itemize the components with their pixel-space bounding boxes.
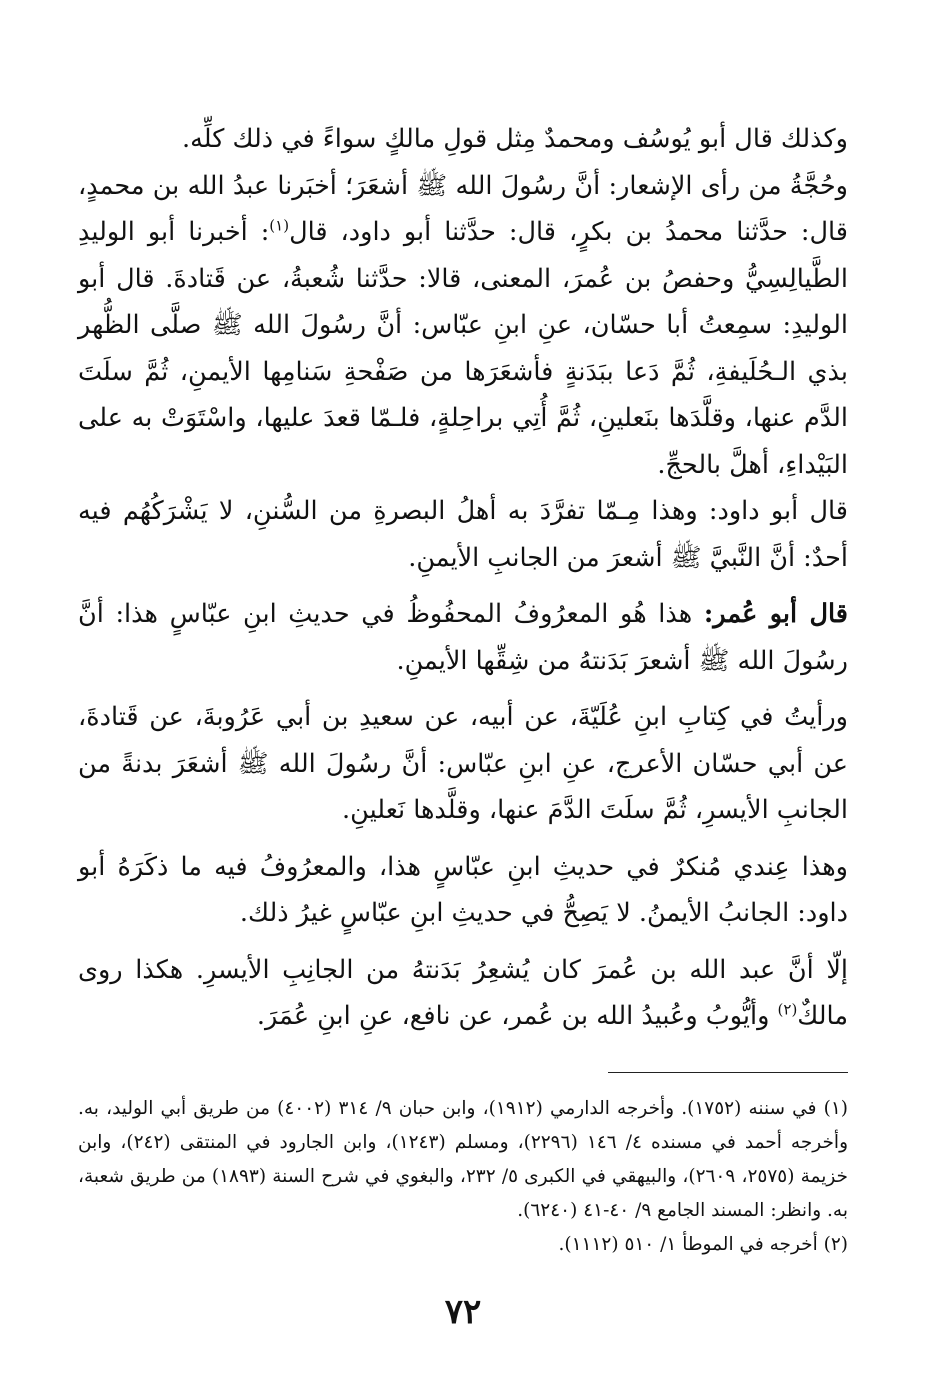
paragraph-5-text: ورأيتُ في كِتابِ ابنِ عُلَيّةَ، عن أبيه، عن سعيدِ بن أبي عَرُوبةَ، عن قَتادةَ، عن أبي حسّان الأعرج، عنِ ابنِ عبّاس: أنَّ رسُولَ الله ﷺ أشعَرَ بدنةً من الجانبِ الأيسرِ، ثُمَّ سلَتَ الدَّمَ عنها، وقلَّدها نَعلينِ. xyxy=(78,702,848,825)
footnote-ref-2[interactable]: (٢) xyxy=(777,1000,798,1019)
paragraph-3 xyxy=(78,488,848,581)
paragraph-4-text: هذا هُو المعرُوفُ المحفُوظُ في حديثِ ابنِ عبّاسٍ هذا: أنَّ رسُولَ الله ﷺ أشعرَ بَدَنتهُ من شِقِّها الأيمنِ. xyxy=(78,599,848,676)
footnote-1: (١) في سننه (١٧٥٢). وأخرجه الدارمي (١٩١٢)، وابن حبان ٩/ ٣١٤ (٤٠٠٢) من طريق أبي الوليد، به. وأخرجه أحمد في مسنده ٤/ ١٤٦ (٢٢٩٦)، ومسلم (١٢٤٣)، وابن الجارود في المنتقى (٢٤٢)، وابن خزيمة (٢٥٧٥، ٢٦٠٩)، والبيهقي في الكبرى ٥/ ٢٣٢، والبغوي في شرح السنة (١٨٩٣) من طريق شعبة، به. وانظر: المسند الجامع ٩/ ٤٠-٤١ (٦٢٤٠). xyxy=(78,1098,849,1221)
paragraph-6 xyxy=(78,844,848,937)
paragraph-4-speaker: قال أبو عُمر: xyxy=(703,599,848,629)
paragraph-2 xyxy=(78,163,848,489)
paragraph-7-text-a: إلّا أنَّ عبد الله بن عُمرَ كان يُشعِرُ بَدَنتهُ من الجانِبِ الأيسرِ. هكذا روى مالكٌ xyxy=(78,954,848,1031)
paragraph-1-text: وكذلك قال أبو يُوسُف ومحمدٌ مِثل قولِ مالكٍ سواءً في ذلك كلِّه. xyxy=(182,124,848,154)
paragraph-7-text-b: وأيُّوبُ وعُبيدُ الله بن عُمر، عن نافع، عنِ ابنِ عُمَرَ. xyxy=(256,1001,778,1031)
paragraph-5 xyxy=(78,694,848,834)
footnote-ref-1[interactable]: (١) xyxy=(269,216,290,235)
paragraph-7 xyxy=(78,947,848,1040)
paragraph-6-text: وهذا عِندي مُنكرٌ في حديثِ ابنِ عبّاسٍ هذا، والمعرُوفُ فيه ما ذكَرَهُ أبو داود: الجانبُ الأيمنُ. لا يَصِحُّ في حديثِ ابنِ عبّاسٍ غيرُ ذلك. xyxy=(78,851,848,928)
paragraph-1 xyxy=(78,116,848,163)
footnote-divider xyxy=(608,1072,848,1073)
footnotes xyxy=(78,1092,848,1262)
paragraph-2-text-a: وحُجَّةُ من رأى الإشعار: أنَّ رسُولَ الله ﷺ أشعَرَ؛ أخبَرنا عبدُ الله بن محمدٍ، قال: حدَّثنا محمدُ بن بكرٍ، قال: حدَّثنا أبو داود، قال xyxy=(78,170,848,247)
paragraph-2-text-b: : أخبرنا أبو الوليدِ الطَّيالِسِيُّ وحفصُ بن عُمرَ، المعنى، قالا: حدَّثنا شُعبةُ، عن قَتادةَ. قال أبو الوليدِ: سمِعتُ أبا حسّان، عنِ ابنِ عبّاس: أنَّ رسُولَ الله ﷺ صلَّى الظُّهر بذي الـحُلَيفةِ، ثُمَّ دَعا ببَدَنةٍ فأشعَرَها من صَفْحةِ سَنامِها الأيمنِ، ثُمَّ سلَتَ الدَّم عنها، وقلَّدَها بنَعلينِ، ثُمَّ أُتِي براحِلةٍ، فلـمّا قعدَ عليها، واسْتَوَتْ به على البَيْداءِ، أهلَّ بالحجِّ. xyxy=(78,217,848,480)
main-text xyxy=(78,116,848,1040)
paragraph-4 xyxy=(78,591,848,684)
footnote-2: (٢) أخرجه في الموطأ ١/ ٥١٠ (١١١٢). xyxy=(558,1234,848,1255)
page-number: ٧٢ xyxy=(444,1292,482,1332)
paragraph-3-text: قال أبو داود: وهذا مِـمّا تفرَّدَ به أهلُ البصرةِ من السُّننِ، لا يَشْرَكُهُم فيه أحدٌ: أنَّ النَّبيَّ ﷺ أشعرَ من الجانبِ الأيمنِ. xyxy=(78,496,848,573)
